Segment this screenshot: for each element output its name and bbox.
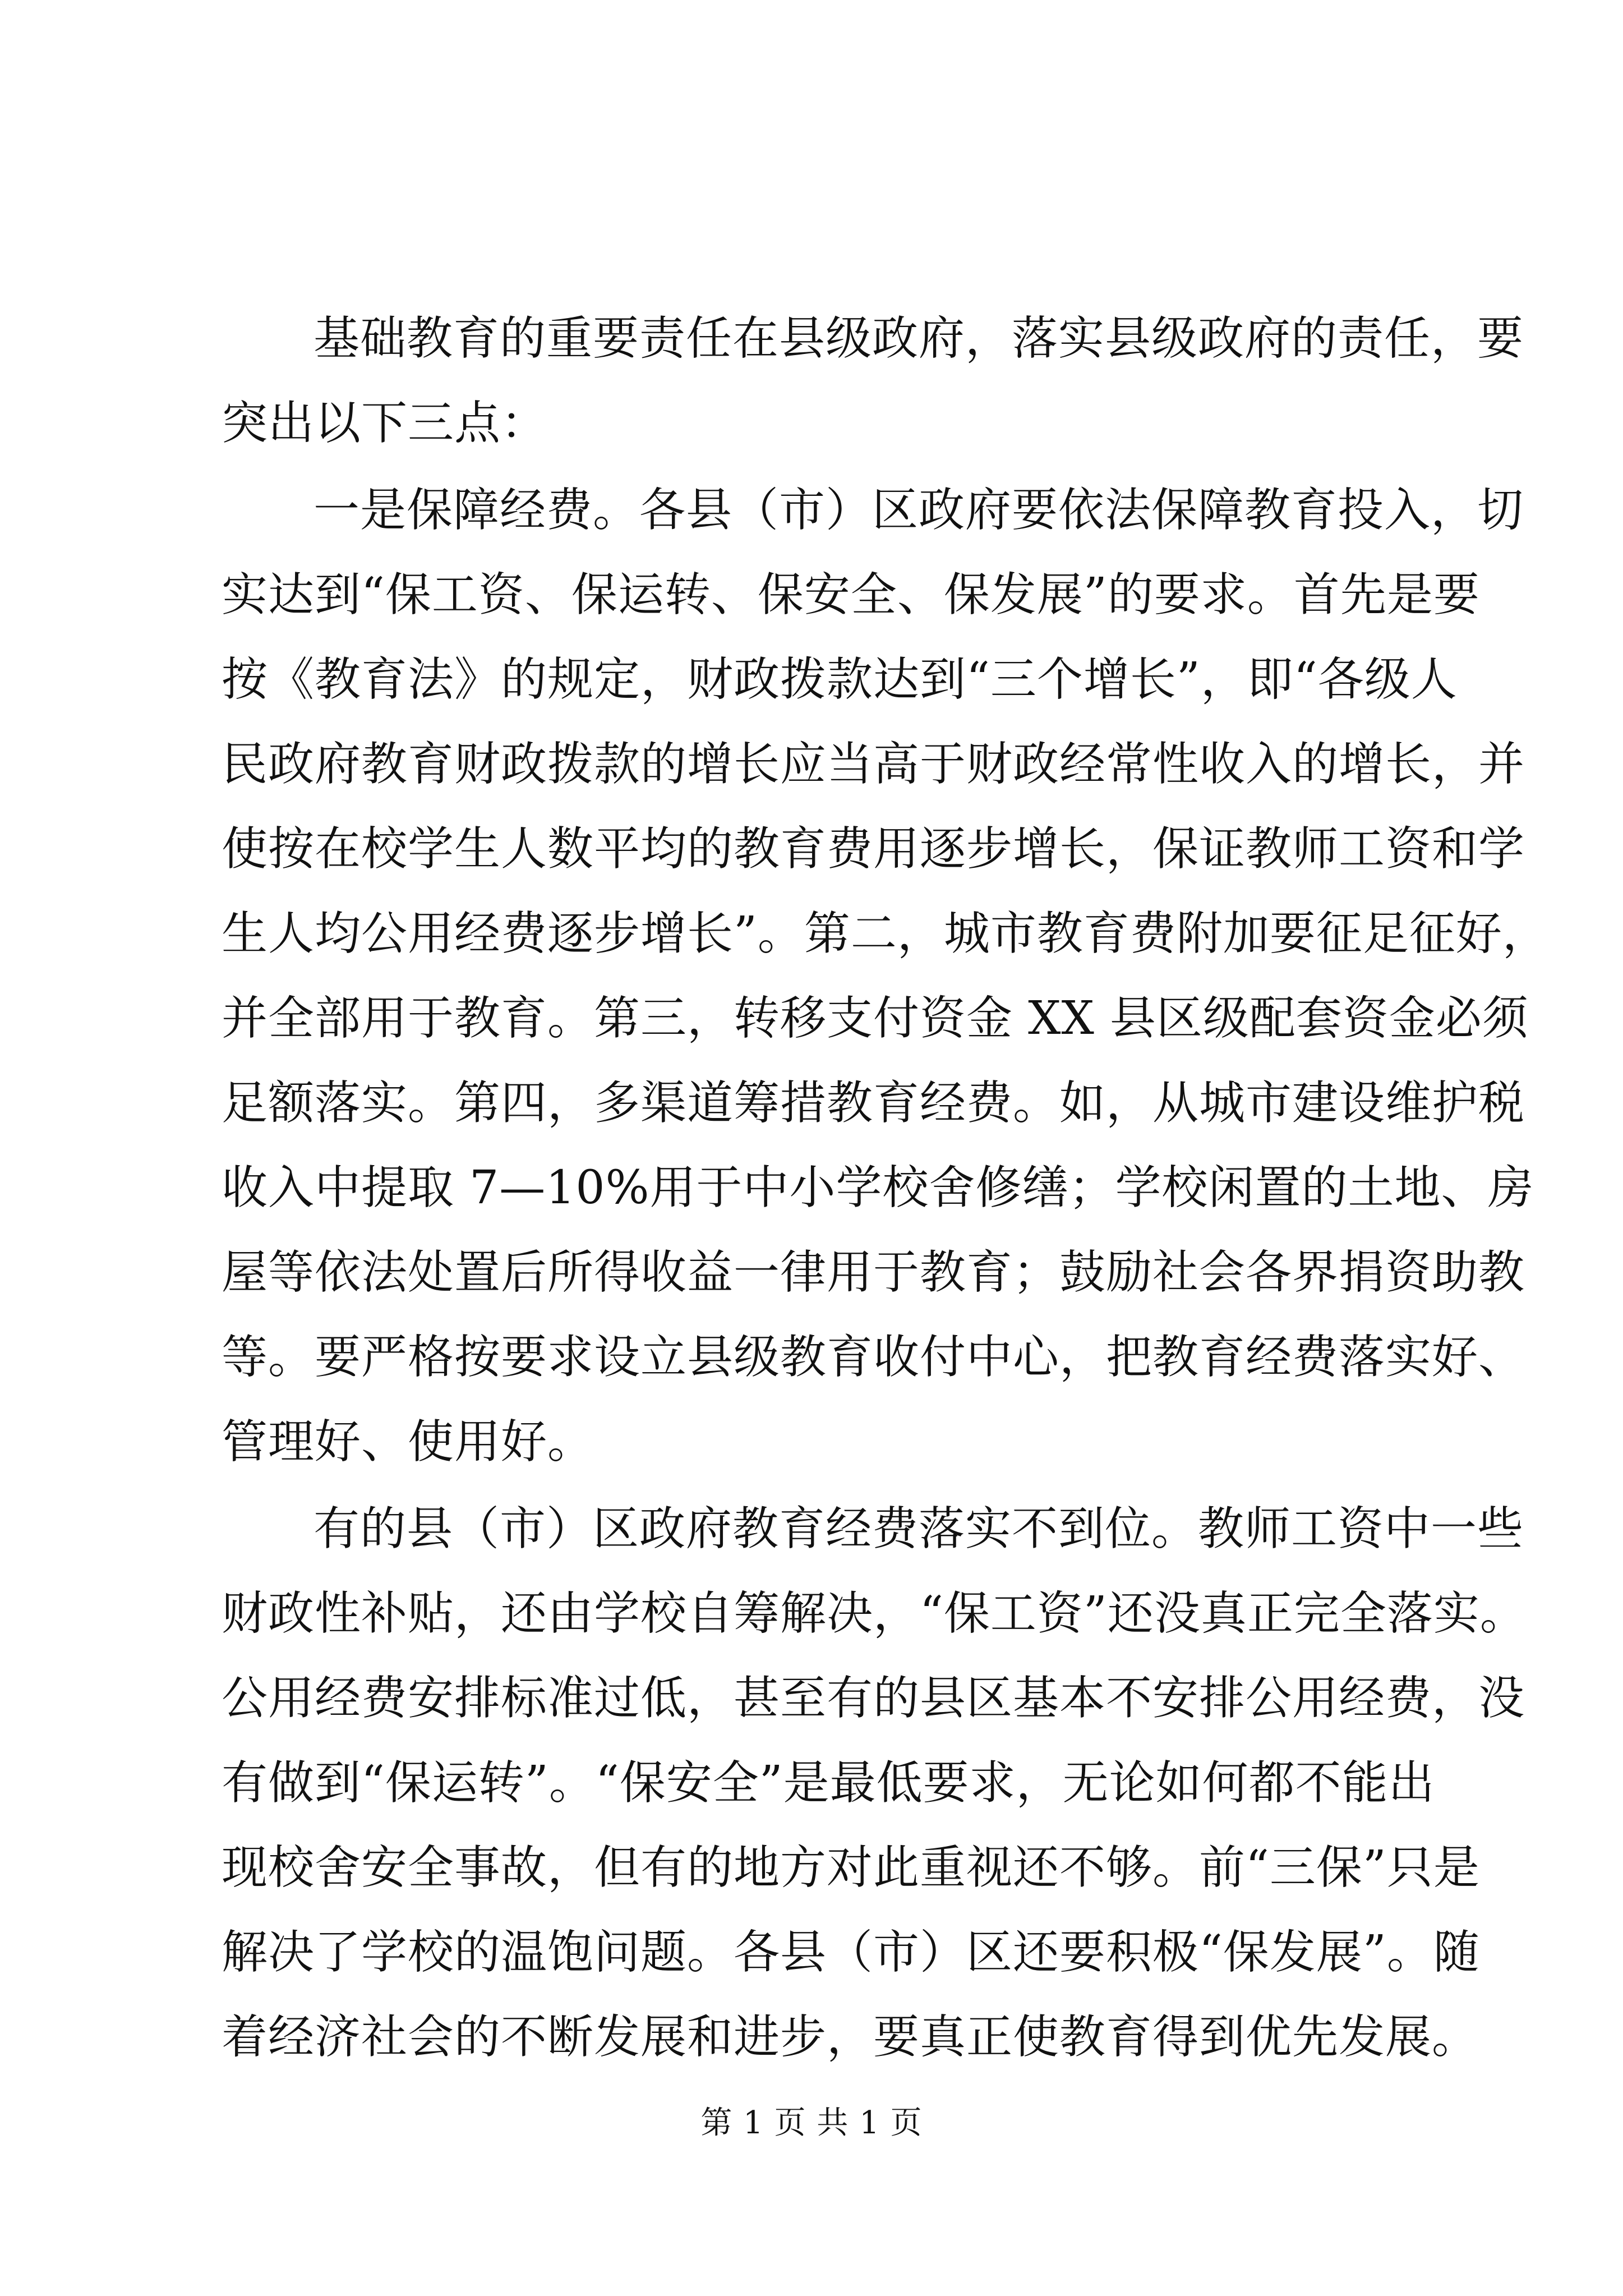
text-line: 使按在校学生人数平均的教育费用逐步增长，保证教师工资和学 bbox=[222, 822, 1525, 876]
text-line: 一是保障经费。各县（市）区政府要依法保障教育投入，切 bbox=[313, 484, 1524, 537]
text-line: 按《教育法》的规定，财政拨款达到“三个增长”，即“各级人 bbox=[222, 653, 1458, 706]
paragraph-3 bbox=[222, 1487, 1527, 2079]
text-line: 实达到“保工资、保运转、保安全、保发展”的要求。首先是要 bbox=[222, 568, 1480, 622]
text-line: 等。要严格按要求设立县级教育收付中心，把教育经费落实好、 bbox=[222, 1331, 1525, 1384]
text-line: 公用经费安排标准过低，甚至有的县区基本不安排公用经费，没 bbox=[222, 1672, 1525, 1725]
paragraph-2 bbox=[222, 468, 1549, 1484]
text-line: 管理好、使用好。 bbox=[222, 1415, 594, 1469]
text-line: 现校舍安全事故，但有的地方对此重视还不够。前“三保”只是 bbox=[222, 1841, 1480, 1894]
document-body bbox=[222, 296, 1549, 2082]
text-line: 有做到“保运转”。“保安全”是最低要求，无论如何都不能出 bbox=[222, 1756, 1435, 1810]
text-line: 财政性补贴，还由学校自筹解决，“保工资”还没真正完全落实。 bbox=[222, 1587, 1527, 1640]
text-line: 并全部用于教育。第三，转移支付资金 XX 县区级配套资金必须 bbox=[222, 992, 1529, 1045]
text-line: 足额落实。第四，多渠道筹措教育经费。如，从城市建设维护税 bbox=[222, 1076, 1525, 1130]
paragraph-1 bbox=[222, 296, 1524, 466]
text-line: 有的县（市）区政府教育经费落实不到位。教师工资中一些 bbox=[313, 1502, 1524, 1556]
text-line: 着经济社会的不断发展和进步，要真正使教育得到优先发展。 bbox=[222, 2010, 1479, 2064]
text-line: 民政府教育财政拨款的增长应当高于财政经常性收入的增长，并 bbox=[222, 738, 1525, 791]
text-line: 解决了学校的温饱问题。各县（市）区还要积极“保发展”。随 bbox=[222, 1926, 1480, 1979]
text-line: 屋等依法处置后所得收益一律用于教育；鼓励社会各界捐资助教 bbox=[222, 1246, 1525, 1299]
text-line: 基础教育的重要责任在县级政府，落实县级政府的责任，要 bbox=[313, 312, 1524, 365]
text-line: 生人均公用经费逐步增长”。第二，城市教育费附加要征足征好， bbox=[222, 907, 1549, 960]
text-line: 收入中提取 7—10%用于中小学校舍修缮；学校闲置的土地、房 bbox=[222, 1161, 1534, 1214]
text-line: 突出以下三点： bbox=[222, 397, 548, 450]
page-footer: 第 1 页 共 1 页 bbox=[700, 2105, 923, 2141]
